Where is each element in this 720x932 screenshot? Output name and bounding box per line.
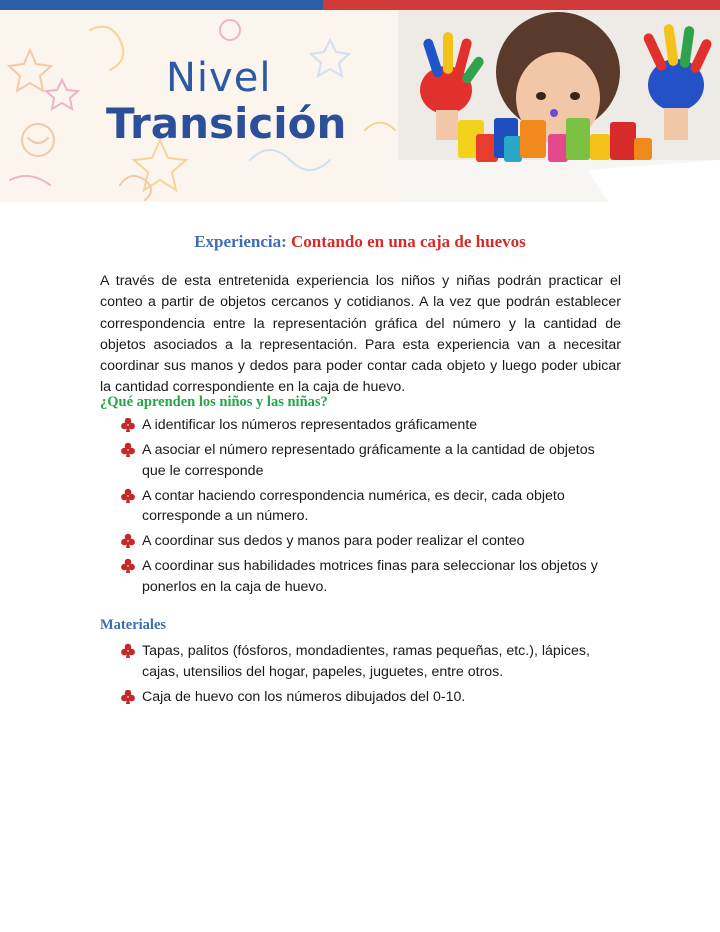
learning-heading: ¿Qué aprenden los niños y las niñas? <box>100 394 328 410</box>
club-bullet-icon <box>120 440 136 460</box>
club-bullet-icon <box>120 531 136 551</box>
list-item <box>120 641 620 682</box>
logo-transicion-text: Transición <box>106 99 347 148</box>
learning-item-text: A asociar el número representado gráficamente a la cantidad de objetos que le corresponde <box>142 442 595 479</box>
header-banner <box>0 10 720 202</box>
child-painting-illustration <box>398 10 720 202</box>
learning-item-text: A contar haciendo correspondencia numérica, es decir, cada objeto corresponde a un número. <box>142 487 565 524</box>
materials-list <box>120 641 620 712</box>
learning-item-text: A coordinar sus dedos y manos para poder realizar el conteo <box>142 533 525 549</box>
list-item <box>120 440 620 481</box>
learning-item-text: A identificar los números representados gráficamente <box>142 417 478 433</box>
list-item <box>120 687 620 708</box>
header-photo <box>398 10 720 202</box>
top-bar-red <box>323 0 720 10</box>
nivel-transicion-logo <box>106 56 346 148</box>
experience-label: Experiencia: <box>194 232 287 251</box>
top-bar-blue <box>0 0 323 10</box>
club-bullet-icon <box>120 641 136 661</box>
list-item <box>120 415 620 436</box>
club-bullet-icon <box>120 556 136 576</box>
materials-item-text: Tapas, palitos (fósforos, mondadientes, ramas pequeñas, etc.), lápices, cajas, utensilios del hogar, papeles, juguetes, entre otros. <box>142 643 590 680</box>
club-bullet-icon <box>120 486 136 506</box>
learning-item-text: A coordinar sus habilidades motrices finas para seleccionar los objetos y ponerlos en la caja de huevo. <box>142 558 598 595</box>
logo-nivel-text: Nivel <box>166 55 272 101</box>
list-item <box>120 556 620 597</box>
list-item <box>120 486 620 527</box>
club-bullet-icon <box>120 687 136 707</box>
intro-paragraph: A través de esta entretenida experiencia los niños y niñas podrán practicar el conteo a partir de objetos cercanos y cotidianos. A la vez que podrán establecer correspondencia entre la representación gráfica del número y la cantidad de objetos asociados a la representación. Para esta experiencia van a necesitar coordinar sus manos y dedos para poder contar cada objeto y luego poder ubicar la cantidad correspondiente en la caja de huevo. <box>100 273 621 396</box>
learning-list <box>120 415 620 602</box>
experience-title <box>0 232 720 252</box>
top-color-bar <box>0 0 720 10</box>
experience-name: Contando en una caja de huevos <box>291 232 526 251</box>
materials-heading: Materiales <box>100 617 167 633</box>
list-item <box>120 531 620 552</box>
club-bullet-icon <box>120 415 136 435</box>
materials-item-text: Caja de huevo con los números dibujados del 0-10. <box>142 688 466 705</box>
